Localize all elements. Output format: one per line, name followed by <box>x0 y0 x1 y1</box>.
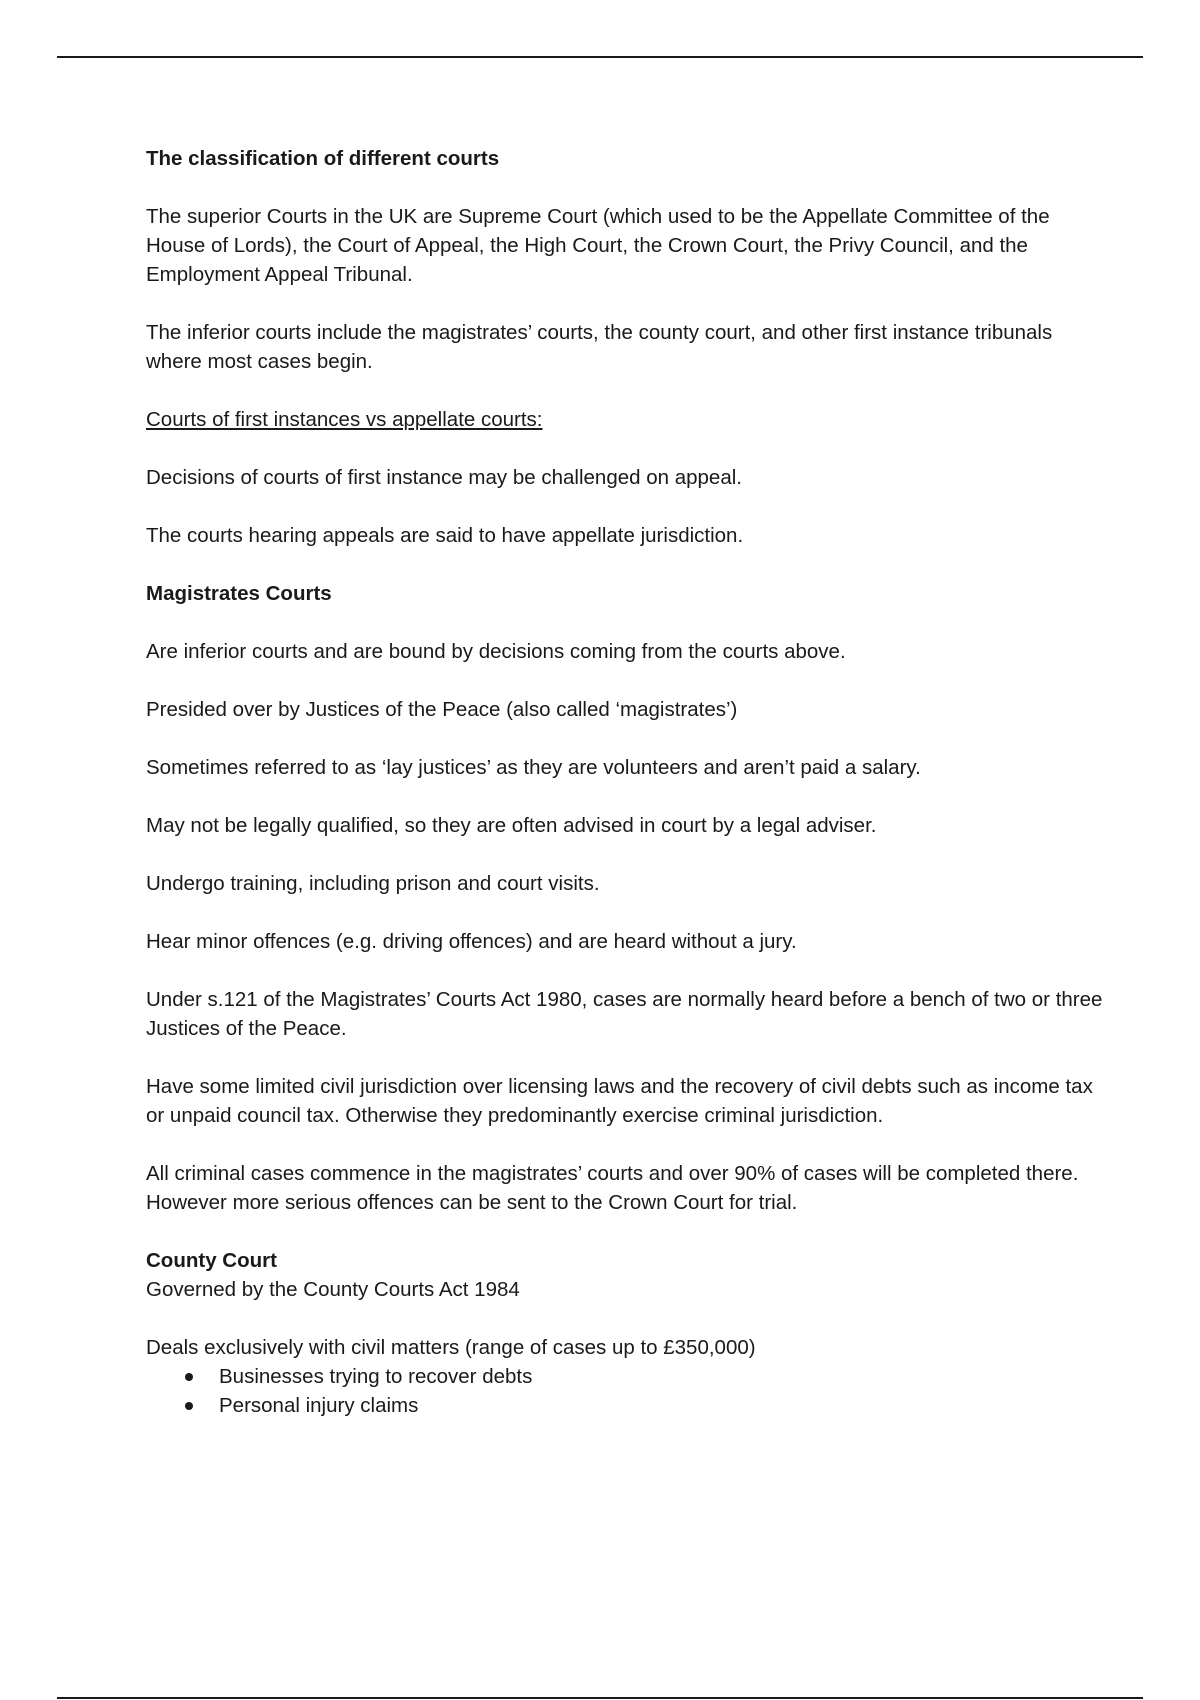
magistrates-paragraph: Hear minor offences (e.g. driving offences) and are heard without a jury. <box>146 930 797 953</box>
magistrates-heading: Magistrates Courts <box>146 582 332 605</box>
appellate-paragraph: The courts hearing appeals are said to have appellate jurisdiction. <box>146 524 744 547</box>
magistrates-paragraph: All criminal cases commence in the magistrates’ courts and over 90% of cases will be completed there. However more serious offences can be sent to the Crown Court for trial. <box>146 1162 1079 1214</box>
county-court-deals: Deals exclusively with civil matters (range of cases up to £350,000) <box>146 1336 756 1359</box>
magistrates-paragraph: Undergo training, including prison and court visits. <box>146 872 600 895</box>
first-instance-paragraph: Decisions of courts of first instance may be challenged on appeal. <box>146 466 742 489</box>
header-rule <box>57 56 1143 58</box>
footer-rule <box>57 1697 1143 1699</box>
first-instance-heading: Courts of first instances vs appellate courts: <box>146 408 543 431</box>
magistrates-paragraph: Presided over by Justices of the Peace (also called ‘magistrates’) <box>146 698 738 721</box>
magistrates-paragraph: Under s.121 of the Magistrates’ Courts Act 1980, cases are normally heard before a bench of two or three Justices of the Peace. <box>146 988 1103 1040</box>
magistrates-paragraph: May not be legally qualified, so they are often advised in court by a legal adviser. <box>146 814 877 837</box>
magistrates-paragraph: Sometimes referred to as ‘lay justices’ as they are volunteers and aren’t paid a salary. <box>146 756 921 779</box>
superior-courts-paragraph: The superior Courts in the UK are Supreme Court (which used to be the Appellate Committee of the House of Lords), the Court of Appeal, the High Court, the Crown Court, the Privy Council, and the Employment Appeal Tribunal. <box>146 205 1050 286</box>
bullet-icon <box>185 1402 193 1410</box>
list-item-text: Personal injury claims <box>219 1394 419 1417</box>
county-court-governed: Governed by the County Courts Act 1984 <box>146 1278 520 1301</box>
county-court-list <box>146 1362 1106 1420</box>
document-body <box>146 144 1106 1420</box>
list-item <box>185 1362 1106 1391</box>
magistrates-paragraph: Are inferior courts and are bound by decisions coming from the courts above. <box>146 640 846 663</box>
bullet-icon <box>185 1373 193 1381</box>
page-title: The classification of different courts <box>146 147 500 170</box>
list-item <box>185 1391 1106 1420</box>
magistrates-paragraph: Have some limited civil jurisdiction over licensing laws and the recovery of civil debts such as income tax or unpaid council tax. Otherwise they predominantly exercise criminal jurisdiction. <box>146 1075 1093 1127</box>
inferior-courts-paragraph: The inferior courts include the magistrates’ courts, the county court, and other first instance tribunals where most cases begin. <box>146 321 1053 373</box>
list-item-text: Businesses trying to recover debts <box>219 1365 533 1388</box>
county-court-heading: County Court <box>146 1249 277 1272</box>
